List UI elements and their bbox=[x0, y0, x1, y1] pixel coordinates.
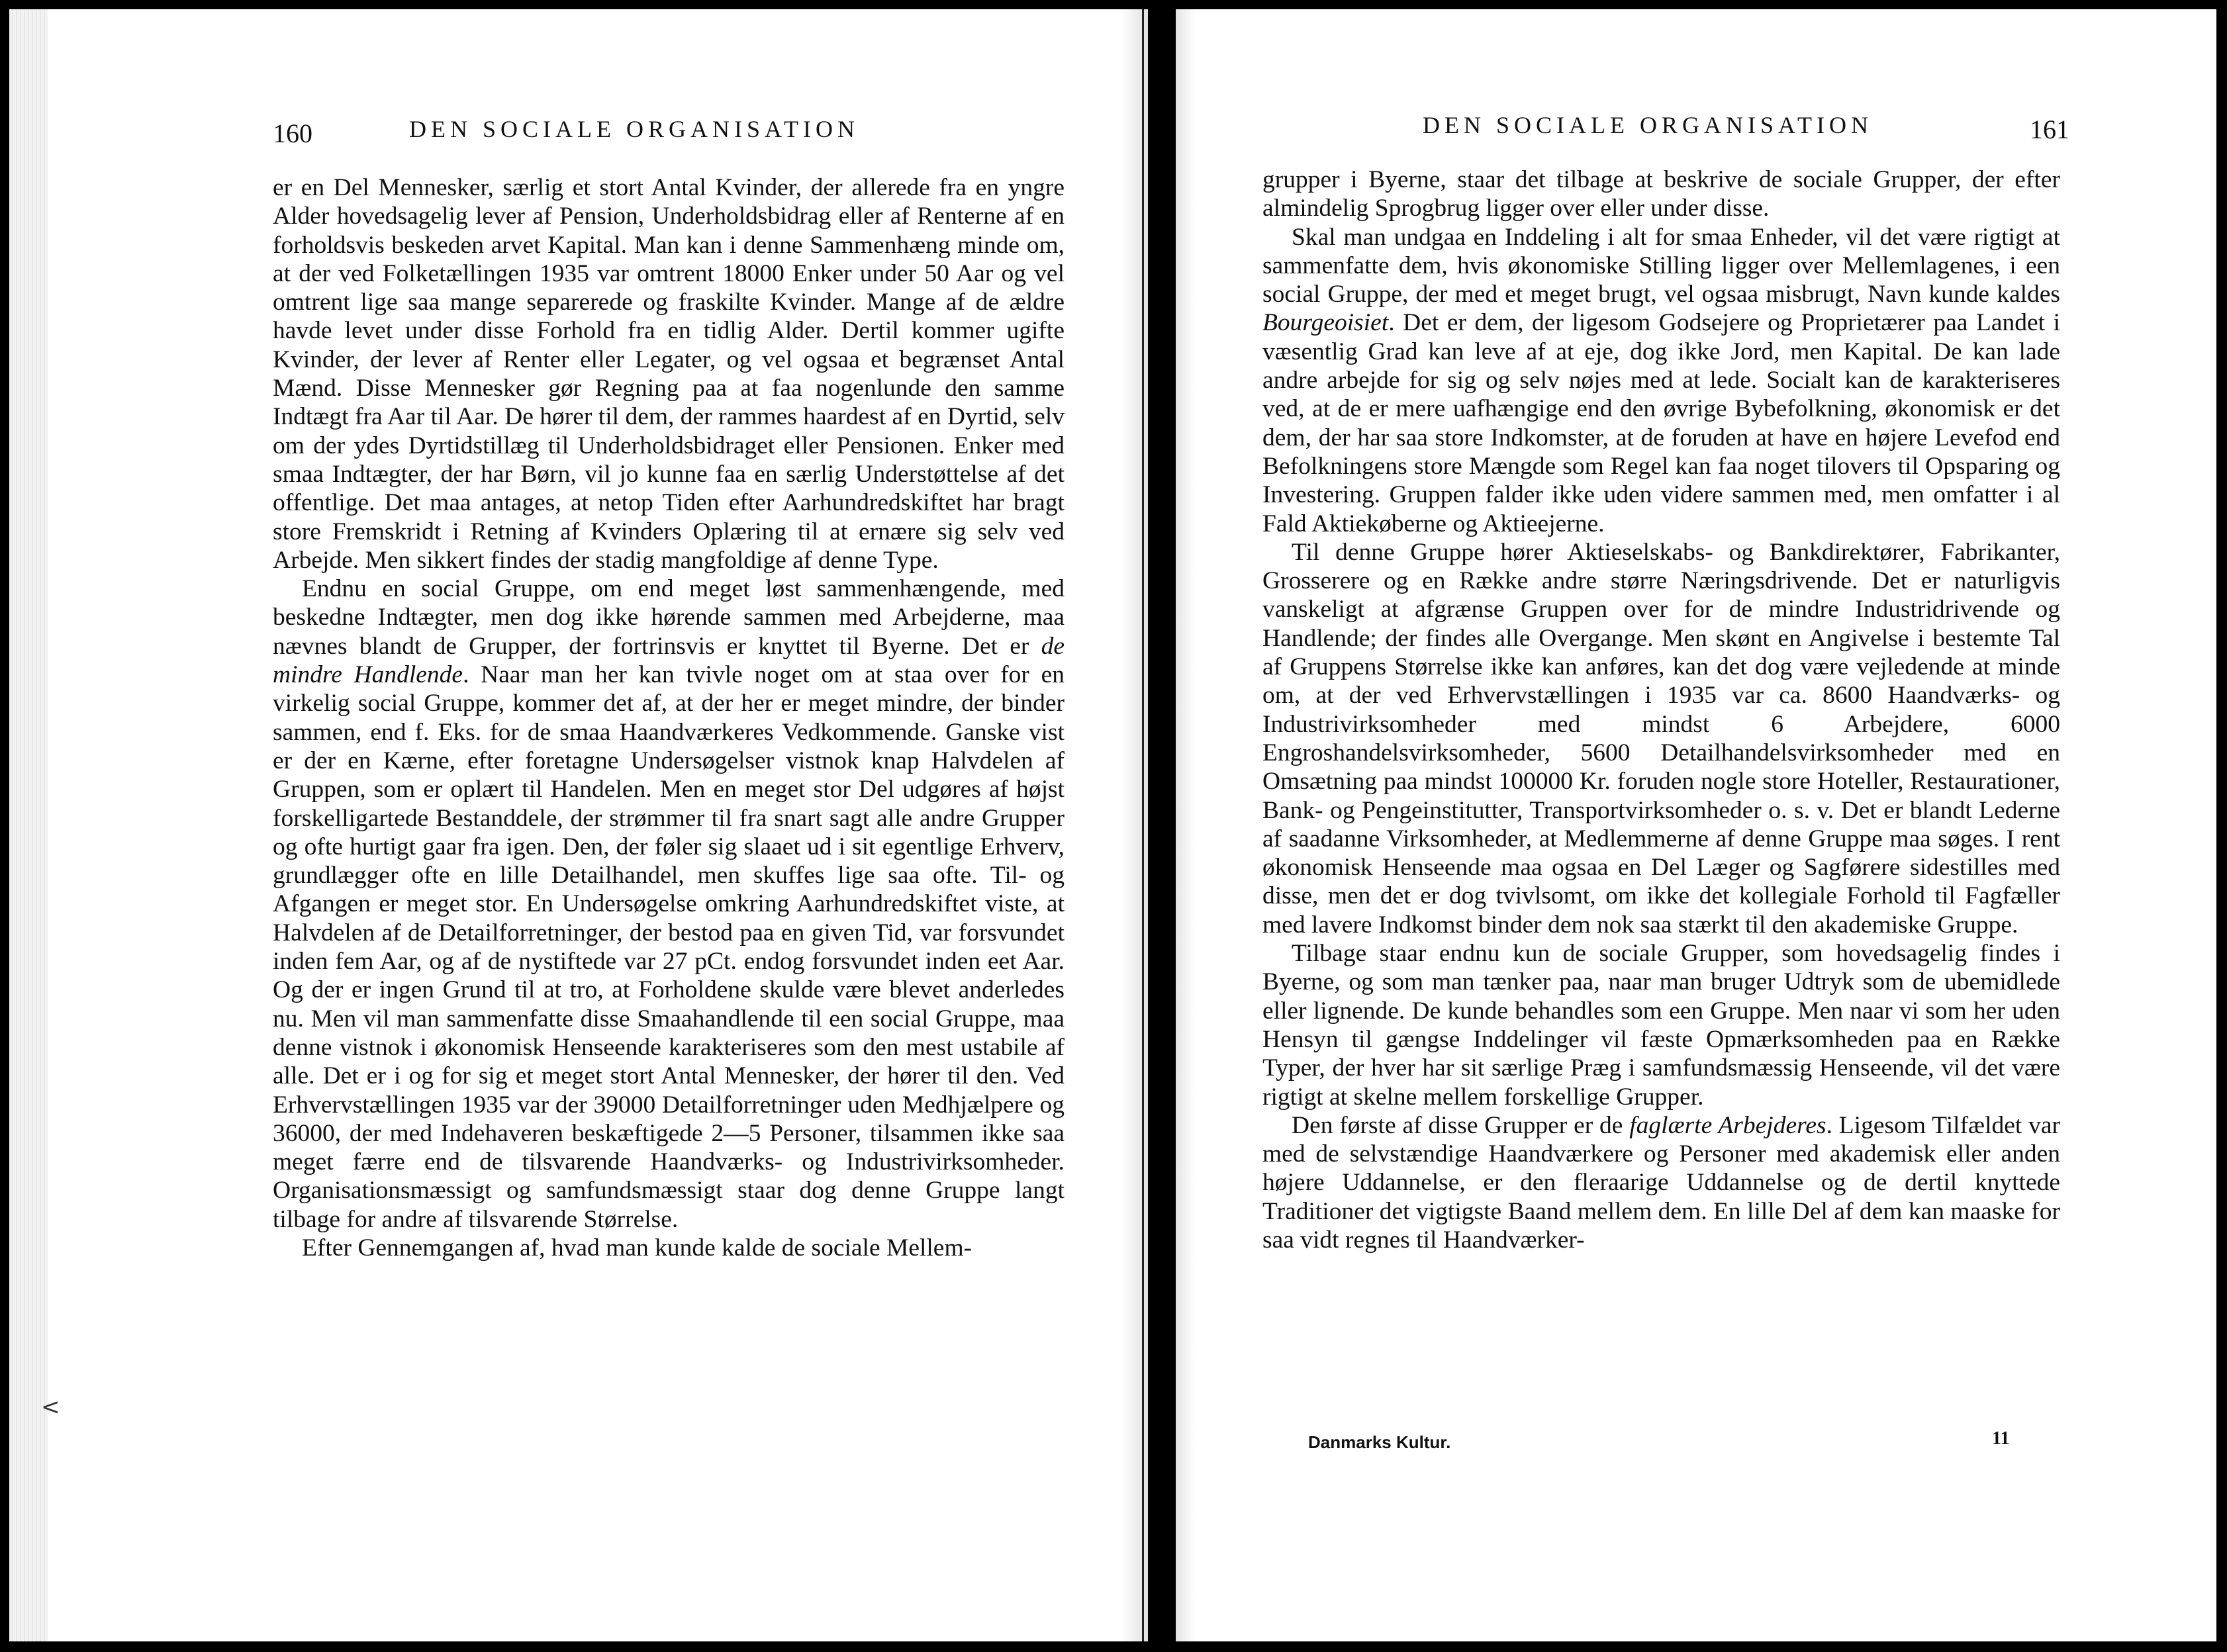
gutter-line bbox=[1142, 9, 1144, 1641]
paragraph: Efter Gennemgangen af, hvad man kunde kalde de sociale Mellem- bbox=[302, 1234, 972, 1262]
paragraph bbox=[1262, 1111, 2060, 1254]
paragraph-text: . Ligesom Tilfældet var med de selvstændige Haandværkere og Personer med akademisk eller anden højere Uddannelse, er den fleraarige Uddannelse og de dertil knyttede Traditioner det vigtigste Baand mellem dem. En lille Del af dem kan maaske for saa vidt regnes til Haandværker- bbox=[1262, 1111, 2061, 1254]
italic-term: Bourgeoisiet bbox=[1262, 309, 1389, 337]
paragraph bbox=[1262, 223, 2060, 538]
paragraph: Til denne Gruppe hører Aktieselskabs- og Bankdirektører, Fabrikanter, Grosserere og en Række andre større Næringsdrivende. Det er naturligvis vanskeligt at afgrænse Gruppen over for de mindre Industridrivende og Handlende; der findes alle Overgange. Men skønt en Angivelse i bestemte Tal af Gruppens Størrelse ikke kan anføres, kan det dog være vejledende at minde om, at der ved Erhvervstællingen i 1935 var ca. 8600 Haandværks- og Industrivirksomheder med mindst 6 Arbejdere, 6000 Engroshandelsvirksomheder, 5600 Detailhandelsvirksomheder med en Omsætning paa mindst 100000 Kr. foruden nogle store Hoteller, Restaurationer, Bank- og Pengeinstitutter, Transportvirksomheder o. s. v. Det er blandt Lederne af saadanne Virksomheder, at Medlemmerne af denne Gruppe maa søges. I rent økonomisk Henseende maa ogsaa en Del Læger og Sagførere sidestilles med disse, men det er dog tvivlsomt, om ikke det kollegiale Forhold til Fagfæller med lavere Indkomst binder dem nok saa stærkt til den akademiske Gruppe. bbox=[1262, 538, 2060, 939]
paragraph: er en Del Mennesker, særlig et stort Antal Kvinder, der allerede fra en yngre Alder hovedsagelig lever af Pension, Underholdsbidrag eller af Renterne af en forholdsvis beskeden arvet Kapital. Man kan i denne Sammenhæng minde om, at der ved Folketællingen 1935 var omtrent 18000 Enker under 50 Aar og vel omtrent lige saa mange separerede og fraskilte Kvinder. Mange af de ældre havde levet under disse Forhold fra en tidlig Alder. Dertil kommer ugifte Kvinder, der lever af Renter eller Legater, og vel ogsaa et begrænset Antal Mænd. Disse Mennesker gør Regning paa at faa nogenlunde den samme Indtægt fra Aar til Aar. De hører til dem, der rammes haardest af en Dyrtid, selv om der ydes Dyrtidstillæg til Underholdsbidraget eller Pensionen. Enker med smaa Indtægter, der har Børn, vil jo kunne faa en særlig Understøttelse af det offentlige. Det maa antages, at netop Tiden efter Aarhundredskiftet har bragt store Fremskridt i Retning af Kvinders Oplæring til at ernære sig selv ved Arbejde. Men sikkert findes der stadig mangfoldige af denne Type. bbox=[273, 174, 1065, 574]
body-text bbox=[273, 173, 1065, 1262]
paragraph: grupper i Byerne, staar det tilbage at beskrive de sociale Grupper, der efter almindelig Sprogbrug ligger over eller under disse. bbox=[1262, 166, 2060, 222]
paragraph-text: Den første af disse Grupper er de bbox=[1292, 1111, 1630, 1139]
running-head: DEN SOCIALE ORGANISATION bbox=[1423, 112, 1873, 138]
italic-term: de mindre Handlende bbox=[273, 632, 1065, 689]
signature-mark: Danmarks Kultur. bbox=[1308, 1432, 1451, 1452]
body-text bbox=[1262, 165, 2060, 1254]
gutter-shadow bbox=[1176, 9, 1196, 1641]
edge-mark: < bbox=[41, 1394, 60, 1420]
paragraph bbox=[273, 574, 1065, 1234]
signature-number: 11 bbox=[1992, 1428, 2010, 1449]
paragraph-text: . Det er dem, der ligesom Godsejere og Proprietærer paa Landet i væsentlig Grad kan leve af at eje, dog ikke Jord, men Kapital. De kan lade andre arbejde for sig og selv nøjes med at lede. Socialt kan de karakteriseres ved, at de er mere uafhængige end den øvrige Bybefolkning, økonomisk er det dem, der har saa store Indkomster, at de foruden at have en højere Levefod end Befolkningens store Mængde som Regel kan faa noget tilovers til Opsparing og Investering. Gruppen falder ikke uden videre sammen med, men omfatter i al Fald Aktiekøberne og Aktieejerne. bbox=[1262, 309, 2060, 537]
paragraph: Tilbage staar endnu kun de sociale Grupper, som hovedsagelig findes i Byerne, og som man tænker paa, naar man bruger Udtryk som de ubemidlede eller lignende. De kunde behandles som een Gruppe. Men naar vi som her uden Hensyn til gængse Inddelinger vil fæste Opmærksomheden paa en Række Typer, der hver har sit særlige Præg i samfundsmæssig Henseende, vil det være rigtigt at skelne mellem forskellige Grupper. bbox=[1262, 940, 2060, 1111]
paragraph-text: . Naar man her kan tvivle noget om at staa over for en virkelig social Gruppe, kommer det af, at der her er meget mindre, der binder sammen, end f. Eks. for de smaa Haandværkeres Vedkommende. Ganske vist er der en Kærne, efter foretagne Undersøgelser vistnok knap Halvdelen af Gruppen, som er oplært til Handelen. Men en meget stor Del udgøres af højst forskelligartede Bestanddele, der strømmer til fra snart sagt alle andre Grupper og ofte hurtigt gaar fra igen. Den, der føler sig slaaet ud i sit egentlige Erhverv, grundlægger ofte en lille Detailhandel, men skuffes lige saa ofte. Til- og Afgangen er meget stor. En Undersøgelse omkring Aarhundredskiftet viste, at Halvdelen af de Detailforretninger, der bestod paa en given Tid, var forsvundet inden fem Aar, og af de nystiftede var 27 pCt. endog forsvundet inden eet Aar. Og der er ingen Grund til at tro, at Forholdene skulde være blevet anderledes nu. Men vil man sammenfatte disse Smaahandlende til een social Gruppe, maa denne vistnok i økonomisk Henseende karakteriseres som den mest ustabile af alle. Det er i og for sig et meget stort Antal Mennesker, der hører til den. Ved Erhvervstællingen 1935 var der 39000 Detailforretninger uden Medhjælpere og 36000, der med Indehaveren beskæftigede 2—5 Personer, tilsammen ikke saa meget færre end de tilsvarende Haandværks- og Industrivirksomheder. Organisationsmæssigt og samfundsmæssigt staar dog denne Gruppe langt tilbage for andre af tilsvarende Størrelse. bbox=[273, 661, 1065, 1233]
page-number: 160 bbox=[273, 118, 312, 148]
page-number: 161 bbox=[2030, 115, 2069, 144]
left-page bbox=[9, 9, 1148, 1641]
paragraph-text: Endnu en social Gruppe, om end meget løst sammenhængende, med beskedne Indtægter, men dog ikke hørende sammen med Arbejderne, maa nævnes blandt de Grupper, der fortrinsvis er knyttet til Byerne. Det er bbox=[273, 575, 1065, 660]
right-page bbox=[1176, 9, 2216, 1641]
italic-term: faglærte Arbejderes bbox=[1629, 1111, 1826, 1139]
running-head: DEN SOCIALE ORGANISATION bbox=[409, 116, 859, 142]
paragraph-text: Skal man undgaa en Inddeling i alt for smaa Enheder, vil det være rigtigt at sammenfatte dem, hvis økonomiske Stilling ligger over Mellemlagenes, i een social Gruppe, der med et meget brugt, vel ogsaa misbrugt, Navn kunde kaldes bbox=[1262, 223, 2060, 308]
gutter-shadow bbox=[1121, 9, 1148, 1641]
